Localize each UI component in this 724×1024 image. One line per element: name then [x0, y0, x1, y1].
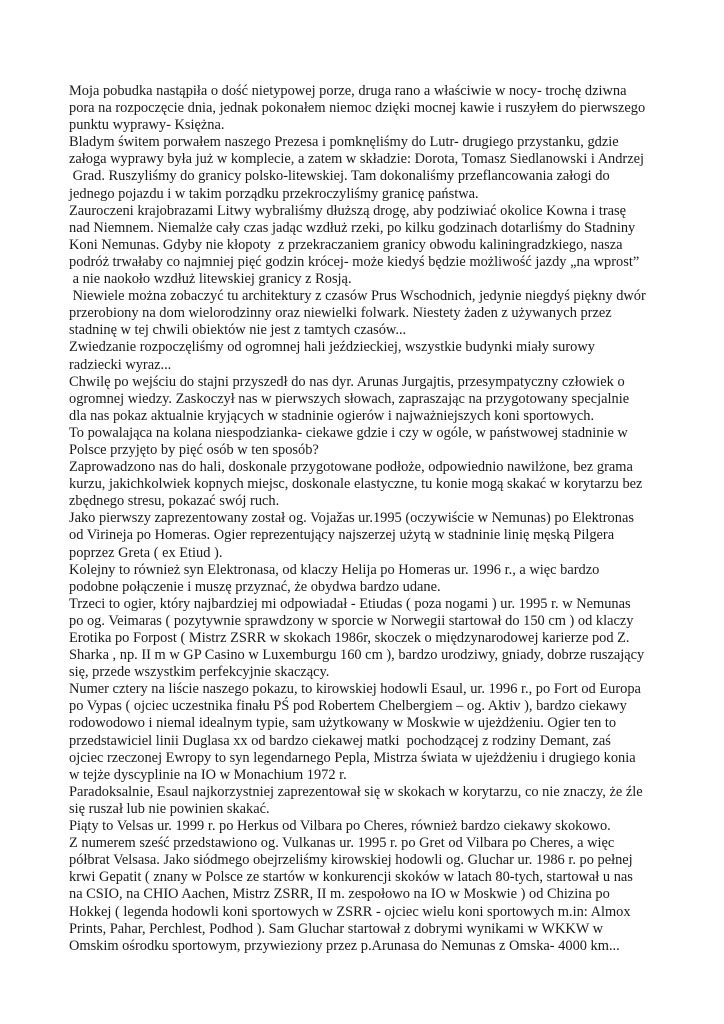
- text-line: Kolejny to również syn Elektronasa, od klaczy Helija po Homeras ur. 1996 r., a więc bardzo: [69, 561, 600, 578]
- text-line: stadninę w tej chwili obiektów nie jest z tamtych czasów...: [69, 322, 407, 339]
- text-line: Niewiele można zobaczyć tu architektury z czasów Prus Wschodnich, jedynie niegdyś piękny dwór: [69, 288, 646, 305]
- text-line: poprzez Greta ( ex Etiud ).: [69, 544, 223, 561]
- text-line: Chwilę po wejściu do stajni przyszedł do nas dyr. Arunas Jurgajtis, przesympatyczny człowiek o: [69, 373, 625, 390]
- text-line: Numer cztery na liście naszego pokazu, to kirowskiej hodowli Esaul, ur. 1996 r., po Fort od Europa: [69, 681, 641, 698]
- text-line: Z numerem sześć przedstawiono og. Vulkanas ur. 1995 r. po Gret od Vilbara po Cheres, a więc: [69, 835, 615, 852]
- text-line: radziecki wyraz...: [69, 356, 172, 373]
- text-line: punktu wyprawy- Księżna.: [69, 117, 225, 134]
- text-line: przedstawiciel linii Duglasa xx od bardzo ciekawej matki pochodzącej z rodziny Demant, zaś: [69, 732, 611, 749]
- text-line: Zaprowadzono nas do hali, doskonale przygotowane podłoże, odpowiednio nawilżone, bez grama: [69, 459, 633, 476]
- text-line: ojciec rzeczonej Ewropy to syn legendarnego Pepla, Mistrza świata w ujeżdżeniu i drugiego konia: [69, 749, 636, 766]
- text-line: nad Niemnem. Niemalże cały czas jadąc wzdłuż rzeki, po kilku godzinach dotarliśmy do Stadniny: [69, 219, 636, 236]
- text-line: krwi Gepatit ( znany w Polsce ze startów w konkurencji skoków w latach 80-tych, startował u nas: [69, 869, 633, 886]
- text-line: ogromnej wiedzy. Zaskoczył nas w pierwszych słowach, zapraszając na przygotowany specjalnie: [69, 390, 630, 407]
- text-line: Omskim ośrodku sportowym, przywieziony przez p.Arunasa do Nemunas z Omska- 4000 km...: [69, 937, 620, 954]
- text-line: Paradoksalnie, Esaul najkorzystniej zaprezentował się w skokach w korytarzu, co nie znaczy, że źle: [69, 783, 643, 800]
- text-line: Zwiedzanie rozpoczęliśmy od ogromnej hali jeździeckiej, wszystkie budynki miały surowy: [69, 339, 595, 356]
- text-line: podróż trwałaby co najmniej pięć godzin krócej- może kiedyś będzie możliwość jazdy „na wprost”: [69, 253, 640, 270]
- text-line: półbrat Velsasa. Jako siódmego obejrzeliśmy kirowskiej hodowli og. Gluchar ur. 1986 r. po pełnej: [69, 852, 633, 869]
- text-line: Bladym świtem porwałem naszego Prezesa i pomknęliśmy do Lutr- drugiego przystanku, gdzie: [69, 134, 619, 151]
- text-line: po Vypas ( ojciec uczestnika finału PŚ pod Robertem Chelbergiem – og. Aktiv ), bardzo ciekawy: [69, 698, 627, 715]
- text-line: podobne połączenie i muszę przyznać, że obydwa bardzo udane.: [69, 578, 441, 595]
- text-line: załoga wyprawy była już w komplecie, a zatem w składzie: Dorota, Tomasz Siedlanowski i Andrzej: [69, 151, 644, 168]
- text-line: Sharka , np. II m w GP Casino w Luxemburgu 160 cm ), bardzo urodziwy, gniady, dobrze ruszający: [69, 647, 645, 664]
- text-line: a nie naokoło wzdłuż litewskiej granicy z Rosją.: [69, 271, 352, 288]
- text-line: Koni Nemunas. Gdyby nie kłopoty z przekraczaniem granicy obwodu kaliningradzkiego, nasza: [69, 236, 623, 253]
- text-line: Grad. Ruszyliśmy do granicy polsko-litewskiej. Tam dokonaliśmy przeflancowania załogi do: [69, 168, 610, 185]
- text-line: dla nas pokaz aktualnie kryjących w stadninie ogierów i najważniejszych koni sportowych.: [69, 407, 595, 424]
- text-line: Polsce przyjęto by pięć osób w ten sposób?: [69, 441, 319, 458]
- text-line: się ruszał lub nie powinien skakać.: [69, 800, 270, 817]
- text-line: zbędnego stresu, pokazać swój ruch.: [69, 493, 280, 510]
- text-line: Piąty to Velsas ur. 1999 r. po Herkus od Vilbara po Cheres, również bardzo ciekawy skokowo.: [69, 818, 611, 835]
- text-line: po og. Veimaras ( pozytywnie sprawdzony w sporcie w Norwegii startował do 150 cm ) od klaczy: [69, 612, 634, 629]
- text-line: To powalająca na kolana niespodzianka- ciekawe gdzie i czy w ogóle, w państwowej stadninie w: [69, 424, 628, 441]
- text-line: pora na rozpoczęcie dnia, jednak pokonałem niemoc dzięki mocnej kawie i ruszyłem do pierwszego: [69, 100, 646, 117]
- text-line: rodowodowo i niemal idealnym typie, sam użytkowany w Moskwie w ujeżdżeniu. Ogier ten to: [69, 715, 617, 732]
- text-line: Jako pierwszy zaprezentowany został og. Vojažas ur.1995 (oczywiście w Nemunas) po Elektronas: [69, 510, 634, 527]
- text-line: w tejże dyscyplinie na IO w Monachium 1972 r.: [69, 766, 347, 783]
- text-line: Zauroczeni krajobrazami Litwy wybraliśmy dłuższą drogę, aby podziwiać okolice Kowna i trasę: [69, 202, 627, 219]
- text-line: Moja pobudka nastąpiła o dość nietypowej porze, druga rano a właściwie w nocy- trochę dziwna: [69, 83, 627, 99]
- text-line: od Virineja po Homeras. Ogier reprezentujący najszerzej użytą w stadninie linię męską Pilgera: [69, 527, 615, 544]
- text-line: kurzu, jakichkolwiek kopnych miejsc, doskonale elastyczne, tu konie mogą skakać w korytarzu bez: [69, 476, 643, 493]
- text-line: na CSIO, na CHIO Aachen, Mistrz ZSRR, II m. zespołowo na IO w Moskwie ) od Chizina po: [69, 886, 610, 903]
- text-line: jednego pojazdu i w takim porządku przekroczyliśmy granicę państwa.: [69, 185, 479, 202]
- text-line: przerobiony na dom wielorodzinny oraz niewielki folwark. Niestety żaden z używanych przez: [69, 305, 612, 322]
- text-line: Trzeci to ogier, który najbardziej mi odpowiadał - Etiudas ( poza nogami ) ur. 1995 r. w Nemunas: [69, 595, 631, 612]
- text-line: Prints, Pahar, Perchlest, Podhod ). Sam Gluchar startował z dobrymi wynikami w WKKW w: [69, 920, 604, 937]
- body-text: [69, 83, 661, 955]
- text-line: Erotika po Forpost ( Mistrz ZSRR w skokach 1986r, skoczek o międzynarodowej karierze pod Z.: [69, 630, 630, 646]
- text-line: Hokkej ( legenda hodowli koni sportowych w ZSRR - ojciec wielu koni sportowych m.in: Almox: [69, 903, 631, 920]
- text-line: się, przede wszystkim perfekcyjnie skaczący.: [69, 664, 330, 681]
